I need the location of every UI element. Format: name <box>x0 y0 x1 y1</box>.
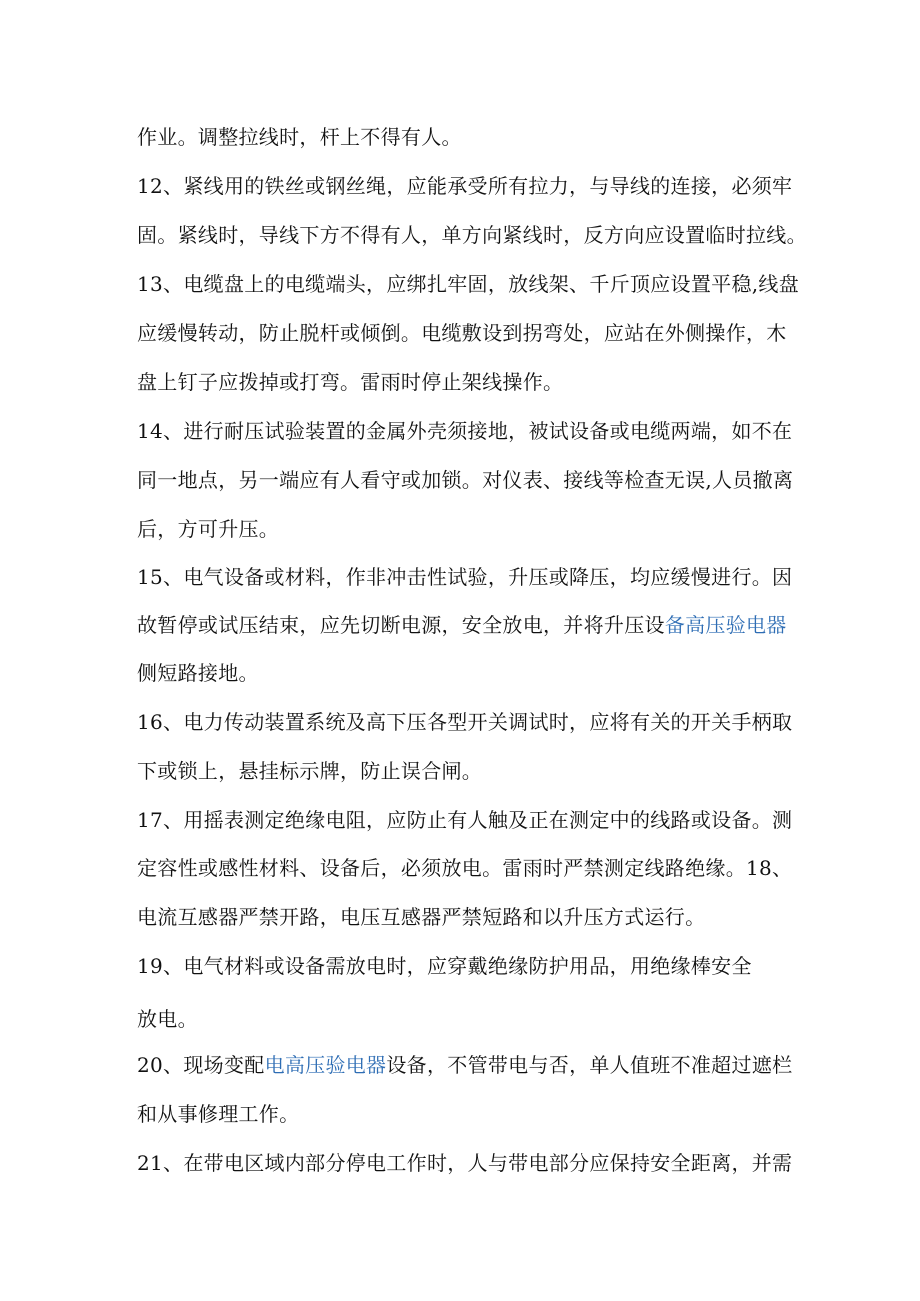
text-line: 15、电气设备或材料，作非冲击性试验，升压或降压，均应缓慢进行。因 <box>137 565 793 589</box>
text-line: 21、在带电区域内部分停电工作时，人与带电部分应保持安全距离，并需 <box>137 1151 793 1175</box>
text-segment: 故暂停或试压结束，应先切断电源，安全放电，并将升压设 <box>137 613 665 637</box>
text-line: 作业。调整拉线时，杆上不得有人。 <box>137 125 462 149</box>
text-line: 放电。 <box>137 1007 198 1031</box>
text-line: 后，方可升压。 <box>137 517 280 541</box>
text-line: 盘上钉子应拨掉或打弯。雷雨时停止架线操作。 <box>137 370 564 394</box>
text-line: 同一地点，另一端应有人看守或加锁。对仪表、接线等检查无误,人员撤离 <box>137 468 794 492</box>
text-line: 13、电缆盘上的电缆端头，应绑扎牢固，放线架、千斤顶应设置平稳,线盘 <box>137 272 800 296</box>
hyperlink[interactable]: 电高压验电器 <box>264 1053 387 1077</box>
hyperlink[interactable]: 备高压验电器 <box>664 613 787 637</box>
text-line: 19、电气材料或设备需放电时，应穿戴绝缘防护用品，用绝缘棒安全 <box>137 954 752 978</box>
text-line: 17、用摇表测定绝缘电阻，应防止有人触及正在测定中的线路或设备。测 <box>137 808 793 832</box>
text-line: 固。紧线时，导线下方不得有人，单方向紧线时，反方向应设置临时拉线。 <box>137 223 807 247</box>
text-line: 14、进行耐压试验装置的金属外壳须接地，被试设备或电缆两端，如不在 <box>137 419 793 443</box>
text-line: 侧短路接地。 <box>137 661 259 685</box>
text-line: 12、紧线用的铁丝或钢丝绳，应能承受所有拉力，与导线的连接，必须牢 <box>137 174 793 198</box>
text-line: 16、电力传动装置系统及高下压各型开关调试时，应将有关的开关手柄取 <box>137 710 793 734</box>
text-line: 电流互感器严禁开路，电压互感器严禁短路和以升压方式运行。 <box>137 905 706 929</box>
text-line: 应缓慢转动，防止脱杆或倾倒。电缆敷设到拐弯处，应站在外侧操作，木 <box>137 321 787 345</box>
text-line: 下或锁上，悬挂标示牌，防止误合闸。 <box>137 759 483 783</box>
text-segment: 20、现场变配 <box>137 1053 265 1077</box>
text-line: 定容性或感性材料、设备后，必须放电。雷雨时严禁测定线路绝缘。18、 <box>137 856 793 880</box>
text-line <box>137 1051 792 1079</box>
text-segment: 设备，不管带电与否，单人值班不准超过遮栏 <box>386 1053 793 1077</box>
text-line: 和从事修理工作。 <box>137 1102 300 1126</box>
text-line <box>137 611 787 639</box>
